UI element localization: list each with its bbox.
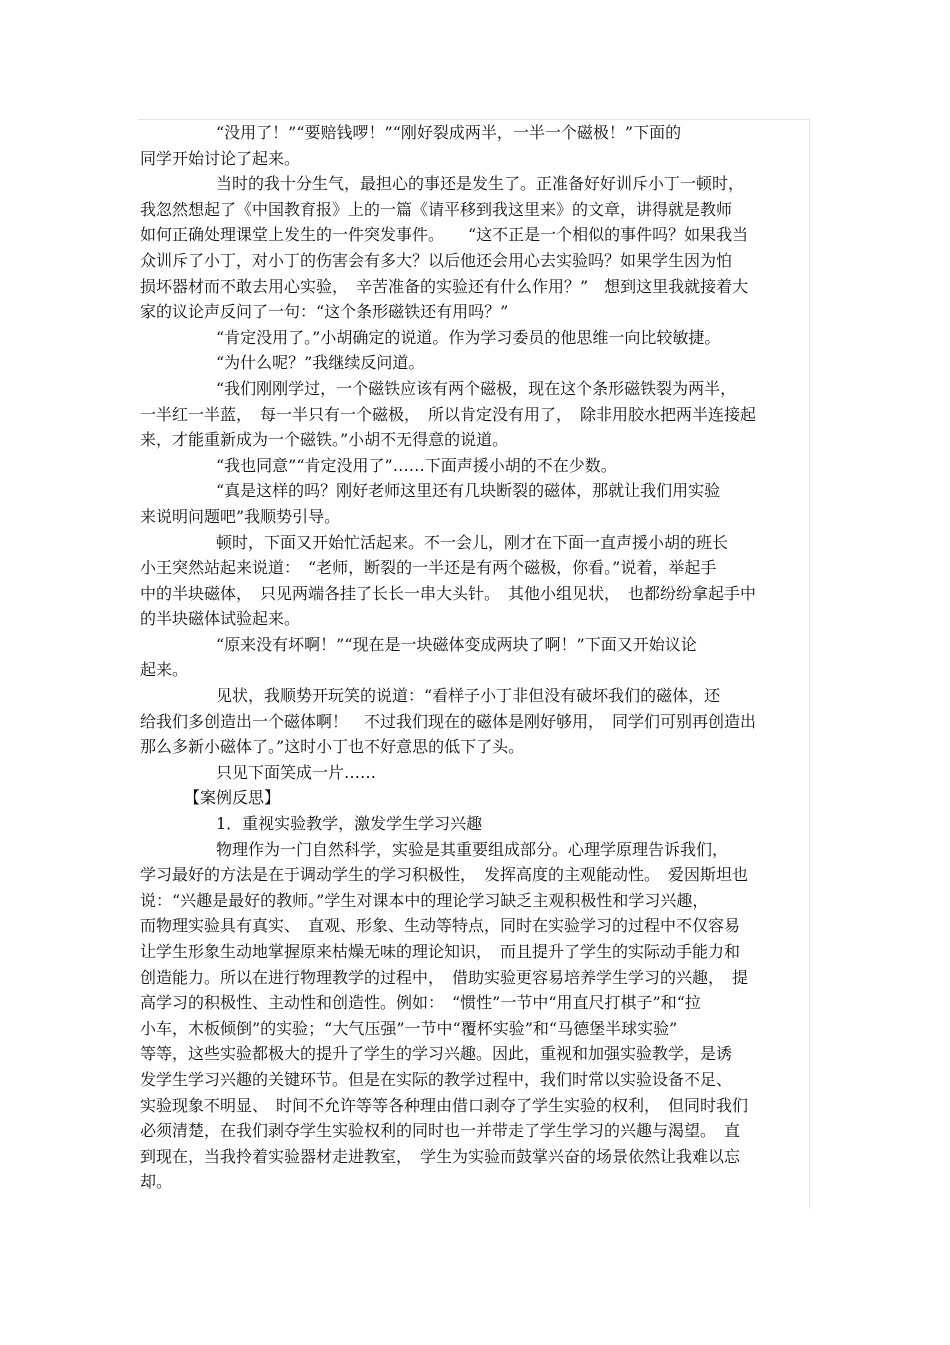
document-body xyxy=(140,120,808,1195)
text-line: 却。 xyxy=(140,1172,173,1192)
text-line: 实验现象不明显、 时间不允许等等各种理由借口剥夺了学生实验的权利， 但同时我们 xyxy=(140,1095,749,1115)
text-line: 学习最好的方法是在于调动学生的学习积极性， 发挥高度的主观能动性。 爱因斯坦也 xyxy=(140,865,749,885)
text-line: 中的半块磁体， 只见两端各挂了长长一串大头针。 其他小组见状， 也都纷纷拿起手中 xyxy=(140,583,757,603)
text-line: 见状，我顺势开玩笑的说道：“看样子小丁非但没有破坏我们的磁体，还 xyxy=(216,686,721,706)
text-line: 【案例反思】 xyxy=(184,788,281,808)
text-line: 而物理实验具有真实、 直观、形象、生动等特点，同时在实验学习的过程中不仅容易 xyxy=(140,916,741,936)
text-line: 物理作为一门自然科学，实验是其重要组成部分。心理学原理告诉我们， xyxy=(216,839,729,859)
text-line: 起来。 xyxy=(140,660,189,680)
text-line: 来说明问题吧”我顺势引导。 xyxy=(140,506,341,526)
text-line: 那么多新小磁体了。”这时小丁也不好意思的低下了头。 xyxy=(140,737,525,757)
text-line: 1．重视实验教学，激发学生学习兴趣 xyxy=(216,814,483,834)
text-line: 来，才能重新成为一个磁铁。”小胡不无得意的说道。 xyxy=(140,430,509,450)
text-line: 众训斥了小丁，对小丁的伤害会有多大？以后他还会用心去实验吗？如果学生因为怕 xyxy=(140,250,733,270)
text-line: 如何正确处理课堂上发生的一件突发事件。 “这不正是一个相似的事件吗？如果我当 xyxy=(140,225,749,245)
text-line: 说：“兴趣是最好的教师。”学生对课本中的理论学习缺乏主观积极性和学习兴趣， xyxy=(140,890,709,910)
text-line: 顿时，下面又开始忙活起来。不一会儿，刚才在下面一直声援小胡的班长 xyxy=(216,532,729,552)
text-line: “没用了！”“要赔钱啰！”“刚好裂成两半，一半一个磁极！”下面的 xyxy=(216,123,682,142)
text-line: 给我们多创造出一个磁体啊！ 不过我们现在的磁体是刚好够用， 同学们可别再创造出 xyxy=(140,711,757,731)
text-line: “原来没有坏啊！”“现在是一块磁体变成两块了啊！”下面又开始议论 xyxy=(216,634,697,654)
text-line: 等等，这些实验都极大的提升了学生的学习兴趣。因此，重视和加强实验教学，是诱 xyxy=(140,1044,733,1064)
text-line: 我忽然想起了《中国教育报》上的一篇《请平移到我这里来》的文章，讲得就是教师 xyxy=(140,199,733,219)
text-line: 家的议论声反问了一句：“这个条形磁铁还有用吗？” xyxy=(140,302,509,322)
text-line: “我也同意”“肯定没用了”……下面声援小胡的不在少数。 xyxy=(216,455,617,475)
text-line: “为什么呢？”我继续反问道。 xyxy=(216,353,425,373)
text-line: 当时的我十分生气，最担心的事还是发生了。正准备好好训斥小丁一顿时， xyxy=(216,174,745,194)
text-line: 创造能力。所以在进行物理教学的过程中， 借助实验更容易培养学生学习的兴趣， 提 xyxy=(140,967,749,987)
text-line: “真是这样的吗？刚好老师这里还有几块断裂的磁体，那就让我们用实验 xyxy=(216,481,721,501)
text-line: 的半块磁体试验起来。 xyxy=(140,609,301,629)
text-line: 损坏器材而不敢去用心实验， 辛苦准备的实验还有什么作用？” 想到这里我就接着大 xyxy=(140,276,749,296)
text-line: 同学开始讨论了起来。 xyxy=(140,148,301,168)
text-line: 到现在，当我拎着实验器材走进教室， 学生为实验而鼓掌兴奋的场景依然让我难以忘 xyxy=(140,1146,741,1166)
text-line: 发学生学习兴趣的关键环节。但是在实际的教学过程中，我们时常以实验设备不足、 xyxy=(140,1069,733,1089)
text-line: 高学习的积极性、主动性和创造性。例如： “惯性”一节中“用直尺打棋子”和“拉 xyxy=(140,993,701,1013)
text-line: 让学生形象生动地掌握原来枯燥无味的理论知识， 而且提升了学生的实际动手能力和 xyxy=(140,942,741,961)
text-line: 只见下面笑成一片…… xyxy=(216,762,377,782)
text-line: “我们刚刚学过，一个磁铁应该有两个磁极，现在这个条形磁铁裂为两半， xyxy=(216,378,737,398)
text-line: 小王突然站起来说道： “老师，断裂的一半还是有两个磁极，你看。”说着，举起手 xyxy=(140,558,717,578)
text-line: “肯定没用了。”小胡确定的说道。作为学习委员的他思维一向比较敏捷。 xyxy=(216,327,721,347)
text-line: 必须清楚，在我们剥夺学生实验权利的同时也一并带走了学生学习的兴趣与渴望。 直 xyxy=(140,1121,741,1141)
text-line: 小车，木板倾倒”的实验；“大气压强”一节中“覆杯实验”和“马德堡半球实验” xyxy=(140,1018,678,1038)
text-line: 一半红一半蓝， 每一半只有一个磁极， 所以肯定没有用了， 除非用胶水把两半连接起 xyxy=(140,404,757,424)
page-right-border xyxy=(809,119,810,1209)
